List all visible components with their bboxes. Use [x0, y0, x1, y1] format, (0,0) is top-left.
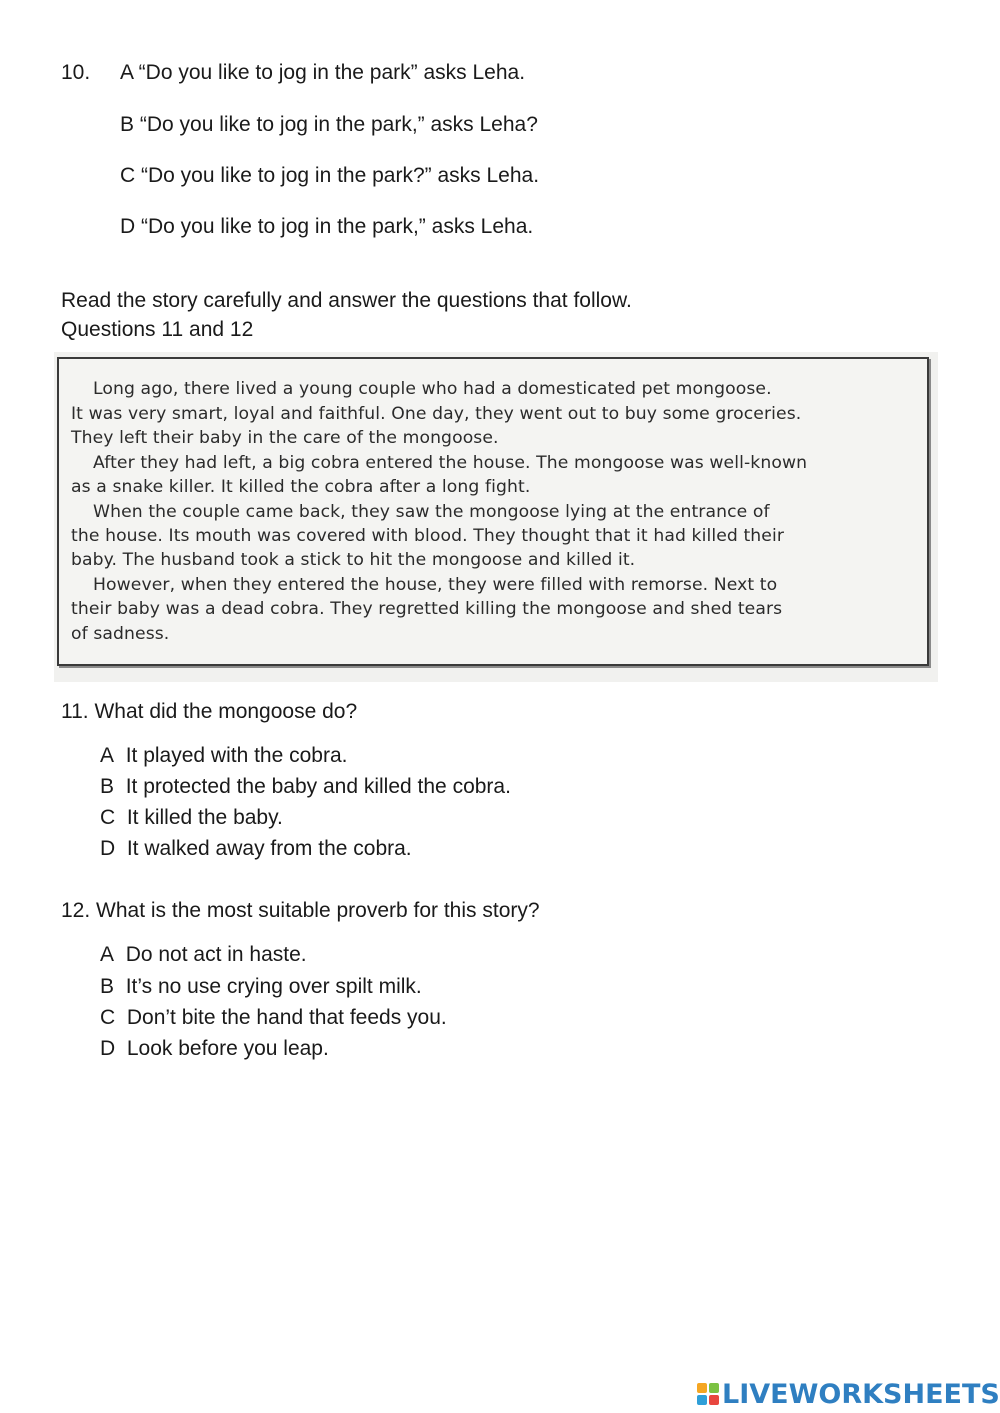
- question-12-text: 12. What is the most suitable proverb for this story?: [61, 899, 540, 922]
- option-letter: B: [100, 975, 115, 998]
- option-text: It walked away from the cobra.: [126, 837, 412, 860]
- question-11-text: 11. What did the mongoose do?: [61, 700, 358, 723]
- option-text: It played with the cobra.: [125, 744, 348, 767]
- logo-square-icon: [697, 1395, 707, 1405]
- story-line: After they had left, a big cobra entered the house. The mongoose was well-known: [93, 453, 808, 473]
- option-text: Look before you leap.: [126, 1037, 329, 1060]
- story-line: their baby was a dead cobra. They regretted killing the mongoose and shed tears: [71, 599, 783, 619]
- question-12-option-c[interactable]: [100, 1006, 447, 1030]
- story-line: They left their baby in the care of the mongoose.: [71, 428, 499, 448]
- question-10-number: 10.: [61, 61, 91, 84]
- story-line: Long ago, there lived a young couple who had a domesticated pet mongoose.: [93, 379, 772, 399]
- option-text: It killed the baby.: [126, 806, 283, 829]
- question-11-option-c[interactable]: [100, 806, 283, 830]
- option-letter: B: [100, 775, 115, 798]
- logo-square-icon: [709, 1395, 719, 1405]
- logo-mark-icon: [697, 1383, 719, 1405]
- option-letter: C: [100, 806, 116, 829]
- story-line: as a snake killer. It killed the cobra after a long fight.: [71, 477, 531, 497]
- instructions-line-1: Read the story carefully and answer the questions that follow.: [61, 289, 632, 312]
- option-letter: D: [100, 1037, 116, 1060]
- instructions-line-2: Questions 11 and 12: [61, 318, 254, 341]
- question-11-option-b[interactable]: [100, 775, 511, 799]
- story-line: of sadness.: [71, 624, 170, 644]
- question-12-option-d[interactable]: [100, 1037, 329, 1061]
- question-11-option-d[interactable]: [100, 837, 412, 861]
- question-12-option-a[interactable]: [100, 943, 307, 967]
- story-line: However, when they entered the house, they were filled with remorse. Next to: [93, 575, 778, 595]
- question-10-option-a[interactable]: A “Do you like to jog in the park” asks Leha.: [120, 61, 526, 84]
- question-11-option-a[interactable]: [100, 744, 347, 768]
- story-line: It was very smart, loyal and faithful. One day, they went out to buy some groceries.: [71, 404, 802, 424]
- story-line: baby. The husband took a stick to hit the mongoose and killed it.: [71, 550, 636, 570]
- question-10-option-d[interactable]: D “Do you like to jog in the park,” asks Leha.: [120, 215, 534, 238]
- question-10-option-b[interactable]: B “Do you like to jog in the park,” asks Leha?: [120, 113, 538, 136]
- liveworksheets-logo[interactable]: [697, 1377, 1000, 1411]
- question-10-option-c[interactable]: C “Do you like to jog in the park?” asks Leha.: [120, 164, 540, 187]
- option-letter: A: [100, 943, 115, 966]
- option-text: It protected the baby and killed the cobra.: [125, 775, 511, 798]
- story-line: the house. Its mouth was covered with blood. They thought that it had killed their: [71, 526, 785, 546]
- question-12-option-b[interactable]: [100, 975, 422, 999]
- option-text: It’s no use crying over spilt milk.: [125, 975, 422, 998]
- story-box: [57, 357, 929, 666]
- option-letter: D: [100, 837, 116, 860]
- option-text: Do not act in haste.: [125, 943, 307, 966]
- option-text: Don’t bite the hand that feeds you.: [126, 1006, 447, 1029]
- story-scan: [54, 352, 938, 682]
- option-letter: C: [100, 1006, 116, 1029]
- logo-square-icon: [709, 1383, 719, 1393]
- option-letter: A: [100, 744, 115, 767]
- logo-text: LIVEWORKSHEETS: [722, 1378, 1000, 1410]
- story-line: When the couple came back, they saw the mongoose lying at the entrance of: [93, 502, 770, 522]
- logo-square-icon: [697, 1383, 707, 1393]
